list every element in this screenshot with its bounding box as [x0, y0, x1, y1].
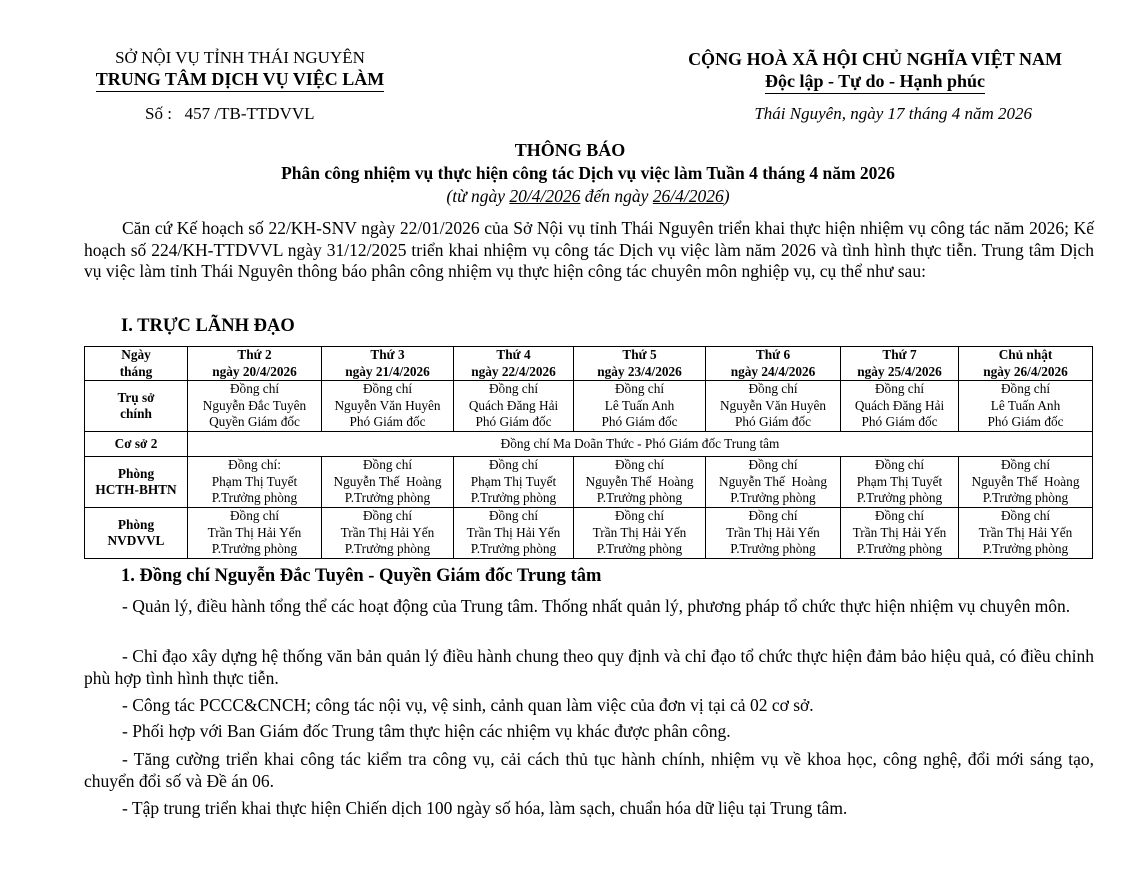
day-header: Thứ 2 ngày 20/4/2026	[188, 347, 322, 381]
duty-cell: Đồng chí Nguyễn Thế Hoàng P.Trưởng phòng	[959, 457, 1093, 508]
nation-name: CỘNG HOÀ XÃ HỘI CHỦ NGHĨA VIỆT NAM	[688, 49, 1062, 69]
subsection-1-title: 1. Đồng chí Nguyễn Đắc Tuyên - Quyền Giám đốc Trung tâm	[121, 566, 602, 586]
day-header: Thứ 4 ngày 22/4/2026	[454, 347, 574, 381]
duty-cell: Đồng chí Phạm Thị Tuyết P.Trưởng phòng	[841, 457, 959, 508]
duty-cell: Đồng chí Trần Thị Hải Yến P.Trưởng phòng	[454, 508, 574, 559]
intro-paragraph: Căn cứ Kế hoạch số 22/KH-SNV ngày 22/01/2026 của Sở Nội vụ tỉnh Thái Nguyên triển khai thực hiện nhiệm vụ công tác năm 2026; Kế hoạch số 224/KH-TTDVVL ngày 31/12/2025 triển khai nhiệm vụ công tác Dịch vụ việc làm năm 2026 và tình hình thực tiễn. Trung tâm Dịch vụ việc làm tỉnh Thái Nguyên thông báo phân công nhiệm vụ thực hiện công tác chuyên môn nghiệp vụ, cụ thể như sau:	[84, 218, 1094, 281]
table-header-row	[85, 347, 1093, 381]
duty-cell: Đồng chí Nguyễn Văn Huyên Phó Giám đốc	[706, 381, 841, 432]
day-header: Thứ 5 ngày 23/4/2026	[574, 347, 706, 381]
table-row-co-so-2	[85, 432, 1093, 457]
period-suffix: )	[723, 186, 730, 206]
day-header: Thứ 6 ngày 24/4/2026	[706, 347, 841, 381]
notice-subtitle: Phân công nhiệm vụ thực hiện công tác Dịch vụ việc làm Tuần 4 tháng 4 năm 2026	[281, 163, 895, 183]
duty-cell-merged: Đồng chí Ma Doãn Thức - Phó Giám đốc Trung tâm	[188, 432, 1093, 457]
row-label: Cơ sở 2	[85, 432, 188, 457]
task-item: - Phối hợp với Ban Giám đốc Trung tâm thực hiện các nhiệm vụ khác được phân công.	[122, 721, 731, 741]
duty-cell: Đồng chí Lê Tuấn Anh Phó Giám đốc	[959, 381, 1093, 432]
day-header: Thứ 3 ngày 21/4/2026	[322, 347, 454, 381]
duty-cell: Đồng chí Trần Thị Hải Yến P.Trưởng phòng	[959, 508, 1093, 559]
task-item: - Tập trung triển khai thực hiện Chiến dịch 100 ngày số hóa, làm sạch, chuẩn hóa dữ liệu tại Trung tâm.	[122, 798, 848, 818]
document-number: Số : 457 /TB-TTDVVL	[145, 104, 315, 123]
notice-period	[0, 186, 1140, 207]
leadership-duty-table	[84, 346, 1093, 559]
duty-cell: Đồng chí Nguyễn Đắc Tuyên Quyền Giám đốc	[188, 381, 322, 432]
notice-title: THÔNG BÁO	[514, 140, 626, 160]
duty-cell: Đồng chí Quách Đăng Hải Phó Giám đốc	[841, 381, 959, 432]
period-prefix: (từ ngày	[446, 186, 510, 206]
row-label: Trụ sở chính	[85, 381, 188, 432]
center-name: TRUNG TÂM DỊCH VỤ VIỆC LÀM	[96, 68, 385, 92]
table-row-hcth	[85, 457, 1093, 508]
duty-cell: Đồng chí Trần Thị Hải Yến P.Trưởng phòng	[706, 508, 841, 559]
duty-cell: Đồng chí Trần Thị Hải Yến P.Trưởng phòng	[322, 508, 454, 559]
corner-cell: Ngày tháng	[85, 347, 188, 381]
task-item: - Tăng cường triển khai công tác kiểm tra công vụ, cải cách thủ tục hành chính, nhiệm vụ về khoa học, công nghệ, đổi mới sáng tạo, chuyển đổi số và Đề án 06.	[84, 749, 1094, 791]
period-from: 20/4/2026	[509, 186, 581, 206]
duty-cell: Đồng chí Phạm Thị Tuyết P.Trưởng phòng	[454, 457, 574, 508]
day-header: Chủ nhật ngày 26/4/2026	[959, 347, 1093, 381]
issuer-block	[60, 48, 420, 92]
motto: Độc lập - Tự do - Hạnh phúc	[765, 70, 985, 94]
task-item: - Quản lý, điều hành tổng thể các hoạt động của Trung tâm. Thống nhất quản lý, phương pháp tổ chức thực hiện nhiệm vụ chuyên môn.	[122, 596, 1071, 616]
period-mid: đến ngày	[580, 186, 653, 206]
duty-cell: Đồng chí Nguyễn Văn Huyên Phó Giám đốc	[322, 381, 454, 432]
section-1-title: I. TRỰC LÃNH ĐẠO	[121, 316, 295, 336]
duty-cell: Đồng chí Nguyễn Thế Hoàng P.Trưởng phòng	[322, 457, 454, 508]
row-label: Phòng NVDVVL	[85, 508, 188, 559]
task-item: - Công tác PCCC&CNCH; công tác nội vụ, vệ sinh, cảnh quan làm việc của đơn vị tại cả 02 cơ sở.	[122, 695, 814, 715]
table-row-tru-so	[85, 381, 1093, 432]
duty-cell: Đồng chí: Phạm Thị Tuyết P.Trưởng phòng	[188, 457, 322, 508]
duty-cell: Đồng chí Lê Tuấn Anh Phó Giám đốc	[574, 381, 706, 432]
duty-cell: Đồng chí Nguyễn Thế Hoàng P.Trưởng phòng	[706, 457, 841, 508]
day-header: Thứ 7 ngày 25/4/2026	[841, 347, 959, 381]
issue-date-text: Thái Nguyên, ngày 17 tháng 4 năm 2026	[754, 104, 1032, 123]
duty-cell: Đồng chí Nguyễn Thế Hoàng P.Trưởng phòng	[574, 457, 706, 508]
duty-cell: Đồng chí Quách Đăng Hải Phó Giám đốc	[454, 381, 574, 432]
agency-name: SỞ NỘI VỤ TỈNH THÁI NGUYÊN	[115, 48, 365, 67]
national-motto-block	[640, 48, 1110, 94]
table-row-nvdvvl	[85, 508, 1093, 559]
duty-cell: Đồng chí Trần Thị Hải Yến P.Trưởng phòng	[188, 508, 322, 559]
period-to: 26/4/2026	[652, 186, 724, 206]
row-label: Phòng HCTH-BHTN	[85, 457, 188, 508]
duty-cell: Đồng chí Trần Thị Hải Yến P.Trưởng phòng	[841, 508, 959, 559]
task-item: - Chỉ đạo xây dựng hệ thống văn bản quản lý điều hành chung theo quy định và chỉ đạo tổ chức thực hiện đảm bảo hiệu quả, có điều chỉnh phù hợp tình hình thực tiễn.	[84, 646, 1094, 688]
duty-cell: Đồng chí Trần Thị Hải Yến P.Trưởng phòng	[574, 508, 706, 559]
issue-date	[640, 104, 1110, 124]
